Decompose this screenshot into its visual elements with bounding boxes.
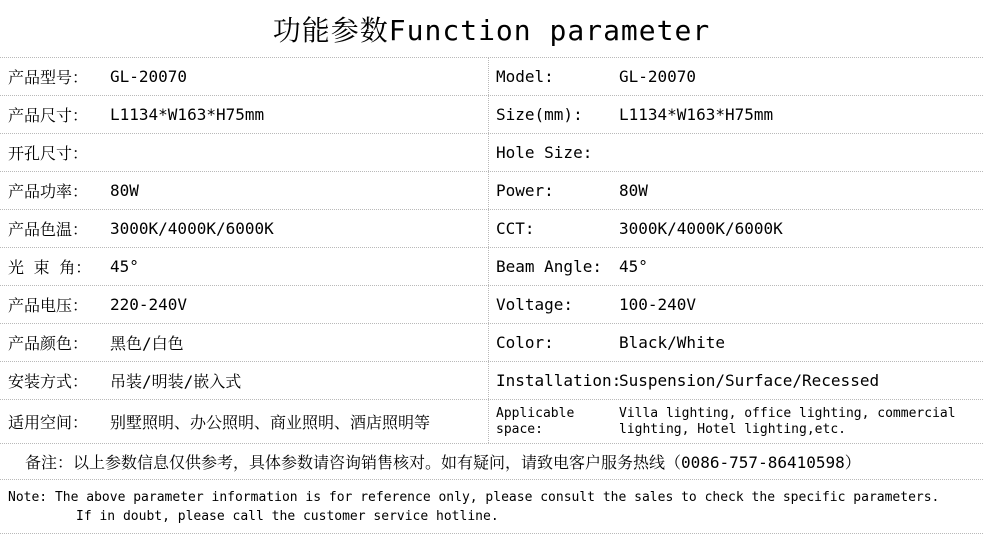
spec-row-voltage [0, 286, 983, 324]
cell-zh [0, 248, 489, 285]
cell-zh [0, 400, 489, 443]
cell-zh [0, 286, 489, 323]
cell-en [489, 324, 983, 361]
spec-label-en: CCT: [496, 219, 535, 238]
spec-label-zh: 产品颜色： [8, 334, 89, 353]
spec-label-en: Applicable space: [496, 405, 575, 437]
cell-zh [0, 96, 489, 133]
spec-row-size [0, 96, 983, 134]
spec-value-zh: GL-20070 [110, 67, 188, 86]
spec-value-en: 3000K/4000K/6000K [619, 219, 783, 238]
spec-label-en: Model: [496, 67, 554, 86]
page-title: 功能参数Function parameter [0, 0, 983, 58]
spec-value-zh: 吊装/明装/嵌入式 [110, 372, 242, 391]
cell-zh [0, 172, 489, 209]
spec-label-zh: 产品尺寸： [8, 106, 89, 125]
spec-label-en: Size(mm): [496, 105, 583, 124]
spec-label-en: Color: [496, 333, 554, 352]
spec-value-zh: 黑色/白色 [110, 334, 184, 353]
spec-value-en: 80W [619, 181, 648, 200]
spec-label-en: Hole Size: [496, 143, 593, 162]
note-text-1: The above parameter information is for reference only, please consult the sales to check the specific parameters. [54, 490, 940, 505]
spec-row-power [0, 172, 983, 210]
spec-row-color [0, 324, 983, 362]
spec-row-applicable-space [0, 400, 983, 444]
spec-value-zh: 80W [110, 181, 139, 200]
cell-zh [0, 134, 489, 171]
cell-en [489, 362, 983, 399]
note-en [0, 480, 983, 534]
spec-value-zh: L1134*W163*H75mm [110, 105, 265, 124]
cell-zh [0, 324, 489, 361]
note-line-2: If in doubt, please call the customer service hotline. [76, 509, 499, 524]
cell-en [489, 248, 983, 285]
spec-label-zh: 开孔尺寸： [8, 144, 89, 163]
cell-en [489, 96, 983, 133]
spec-value-en: 100-240V [619, 295, 697, 314]
cell-en [489, 134, 983, 171]
spec-label-zh: 产品型号： [8, 68, 89, 87]
cell-en [489, 58, 983, 95]
cell-zh [0, 58, 489, 95]
remark-zh-text: 备注：以上参数信息仅供参考，具体参数请咨询销售核对。如有疑问，请致电客户服务热线（0086-757-86410598） [25, 453, 861, 472]
spec-label-zh: 安装方式： [8, 372, 89, 391]
spec-label-zh: 适用空间： [8, 413, 89, 432]
spec-label-en: Installation: [496, 371, 622, 390]
spec-row-hole-size [0, 134, 983, 172]
cell-zh [0, 210, 489, 247]
spec-label-en: Voltage: [496, 295, 574, 314]
cell-en [489, 210, 983, 247]
cell-zh [0, 362, 489, 399]
spec-value-zh: 别墅照明、办公照明、商业照明、酒店照明等 [110, 413, 431, 432]
note-label: Note: [8, 490, 48, 505]
spec-value-en: GL-20070 [619, 67, 697, 86]
spec-label-en: Power: [496, 181, 554, 200]
spec-label-zh: 产品色温： [8, 220, 89, 239]
spec-value-en: Suspension/Surface/Recessed [619, 371, 880, 390]
spec-value-en: Villa lighting, office lighting, commercial lighting, Hotel lighting,etc. [619, 405, 956, 437]
spec-value-zh: 220-240V [110, 295, 188, 314]
spec-value-en: 45° [619, 257, 648, 276]
remark-zh [0, 444, 983, 480]
spec-value-en: L1134*W163*H75mm [619, 105, 774, 124]
spec-row-model [0, 58, 983, 96]
spec-label-zh: 产品功率： [8, 182, 89, 201]
cell-en [489, 400, 983, 443]
spec-label-zh: 产品电压： [8, 296, 89, 315]
spec-row-cct [0, 210, 983, 248]
spec-row-beam-angle [0, 248, 983, 286]
cell-en [489, 172, 983, 209]
spec-label-en: Beam Angle: [496, 257, 602, 276]
spec-value-zh: 3000K/4000K/6000K [110, 219, 274, 238]
cell-en [489, 286, 983, 323]
note-line-1 [8, 488, 983, 507]
spec-row-installation [0, 362, 983, 400]
spec-value-en: Black/White [619, 333, 725, 352]
spec-value-zh: 45° [110, 257, 139, 276]
spec-label-zh: 光 束 角： [8, 258, 92, 277]
